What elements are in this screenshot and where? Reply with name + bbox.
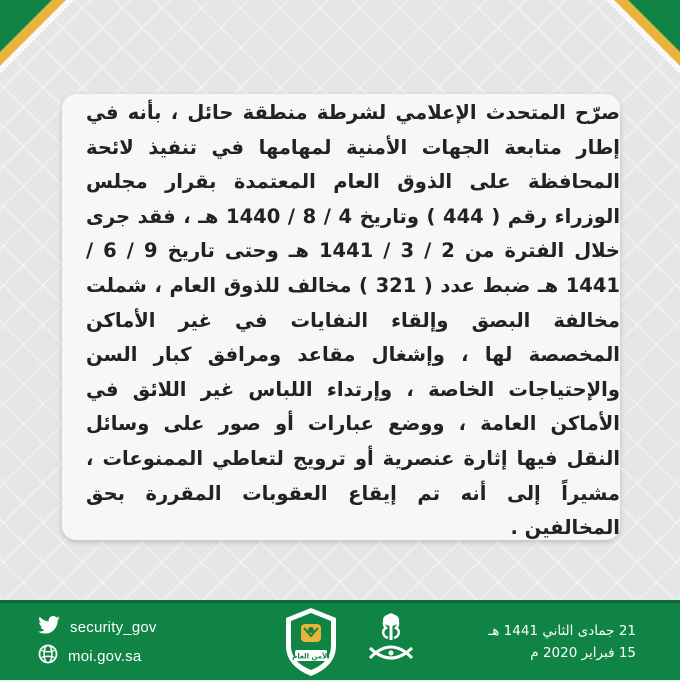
twitter-link[interactable] <box>38 616 157 638</box>
twitter-handle: security_gov <box>70 618 157 636</box>
corner-decoration-right <box>590 0 680 90</box>
gregorian-date: 15 فبراير 2020 م <box>530 645 636 661</box>
twitter-icon <box>38 616 60 638</box>
globe-icon <box>38 644 58 668</box>
statement-text: صرّح المتحدث الإعلامي لشرطة منطقة حائل ، بأنه في إطار متابعة الجهات الأمنية لمهامها في تنفيذ لائحة المحافظة على الذوق العام المعتمدة بقرار مجلس الوزراء رقم ( 444 ) وتاريخ 4 / 8 / 1440 هـ ، فقد جرى خلال الفترة من 2 / 3 / 1441 هـ وحتى تاريخ 9 / 6 / 1441 هـ ضبط عدد ( 321 ) مخالف للذوق العام ، شملت مخالفة البصق وإلقاء النفايات في غير الأماكن المخصصة لها ، وإشغال مقاعد ومرافق كبار السن والإحتياجات الخاصة ، وإرتداء اللباس غير اللائق في الأماكن العامة ، ووضع عبارات أو صور على وسائل النقل فيها إثارة عنصرية أو ترويج لتعاطي الممنوعات ، مشيراً إلى أنه تم إيقاع العقوبات المقررة بحق المخالفين . <box>86 101 621 540</box>
footer-divider <box>0 600 680 603</box>
public-security-emblem-text: الأمن العام <box>292 652 330 661</box>
public-security-emblem <box>282 606 340 678</box>
website-url: moi.gov.sa <box>68 647 142 665</box>
website-link[interactable] <box>38 644 141 668</box>
hijri-date: 21 جمادى الثاني 1441 هـ <box>488 623 636 639</box>
corner-decoration-left <box>0 0 90 90</box>
post-date <box>416 620 636 664</box>
